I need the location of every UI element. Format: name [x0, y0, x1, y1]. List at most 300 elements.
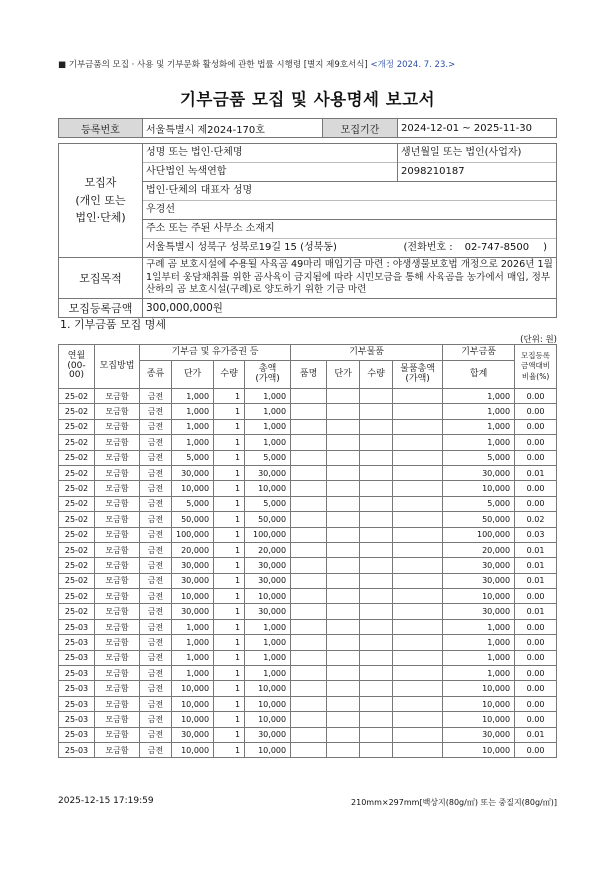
cell-sum: 1,000 — [443, 389, 515, 404]
cell-goods-total — [393, 496, 443, 511]
cell-kind: 금전 — [140, 542, 172, 557]
cell-goods-total — [393, 727, 443, 742]
cell-sum: 50,000 — [443, 512, 515, 527]
cell-total: 1,000 — [245, 666, 291, 681]
cell-month: 25-03 — [59, 727, 95, 742]
table-row — [59, 512, 557, 527]
collector-name: 사단법인 녹색연합 — [146, 166, 227, 177]
cell-goods-name — [291, 542, 327, 557]
col-price: 단가 — [172, 361, 214, 389]
col-goods-total: 물품총액 (가액) — [393, 361, 443, 389]
cell-kind: 금전 — [140, 681, 172, 696]
cell-method: 모금함 — [95, 558, 140, 573]
cell-qty: 1 — [214, 681, 245, 696]
cell-qty: 1 — [214, 527, 245, 542]
cell-method: 모금함 — [95, 527, 140, 542]
cell-goods-name — [291, 742, 327, 757]
cell-ratio: 0.01 — [515, 542, 557, 557]
cell-sum: 10,000 — [443, 589, 515, 604]
cell-price: 30,000 — [172, 573, 214, 588]
table-row — [59, 527, 557, 542]
cell-method: 모금함 — [95, 419, 140, 434]
cell-sum: 1,000 — [443, 404, 515, 419]
cell-qty: 1 — [214, 650, 245, 665]
cell-goods-qty — [360, 681, 393, 696]
cell-goods-name — [291, 465, 327, 480]
cell-ratio: 0.00 — [515, 681, 557, 696]
cell-kind: 금전 — [140, 404, 172, 419]
cell-method: 모금함 — [95, 681, 140, 696]
cell-method: 모금함 — [95, 450, 140, 465]
cell-sum: 1,000 — [443, 666, 515, 681]
cell-price: 1,000 — [172, 404, 214, 419]
cell-total: 10,000 — [245, 712, 291, 727]
table-row — [59, 465, 557, 480]
cell-goods-price — [327, 558, 360, 573]
cell-goods-total — [393, 527, 443, 542]
cell-qty: 1 — [214, 542, 245, 557]
cell-goods-qty — [360, 573, 393, 588]
cell-month: 25-02 — [59, 419, 95, 434]
cell-method: 모금함 — [95, 573, 140, 588]
cell-sum: 10,000 — [443, 742, 515, 757]
cell-total: 20,000 — [245, 542, 291, 557]
cell-goods-qty — [360, 650, 393, 665]
cell-goods-name — [291, 619, 327, 634]
cell-total: 5,000 — [245, 450, 291, 465]
cell-total: 1,000 — [245, 635, 291, 650]
cell-ratio: 0.00 — [515, 481, 557, 496]
representative-name: 우경선 — [146, 204, 175, 215]
cell-qty: 1 — [214, 512, 245, 527]
cell-total: 1,000 — [245, 419, 291, 434]
cell-sum: 30,000 — [443, 465, 515, 480]
cell-ratio: 0.00 — [515, 650, 557, 665]
cell-sum: 100,000 — [443, 527, 515, 542]
cell-method: 모금함 — [95, 389, 140, 404]
address-label: 주소 또는 주된 사무소 소재지 — [143, 220, 556, 239]
cell-goods-qty — [360, 712, 393, 727]
cell-goods-qty — [360, 558, 393, 573]
cell-goods-total — [393, 435, 443, 450]
collector-birth-label: 생년월일 또는 법인(사업자) — [398, 144, 556, 163]
cell-qty: 1 — [214, 635, 245, 650]
cell-sum: 30,000 — [443, 558, 515, 573]
table-row — [59, 619, 557, 634]
cell-price: 5,000 — [172, 450, 214, 465]
table-row — [59, 496, 557, 511]
cell-qty: 1 — [214, 696, 245, 711]
cell-goods-total — [393, 481, 443, 496]
table-row — [59, 450, 557, 465]
table-row — [59, 481, 557, 496]
table-row — [59, 542, 557, 557]
phone-close: ) — [543, 242, 547, 253]
cell-month: 25-03 — [59, 681, 95, 696]
cell-kind: 금전 — [140, 558, 172, 573]
cell-sum: 10,000 — [443, 696, 515, 711]
cell-kind: 금전 — [140, 589, 172, 604]
cell-month: 25-03 — [59, 635, 95, 650]
cell-goods-qty — [360, 527, 393, 542]
cell-method: 모금함 — [95, 481, 140, 496]
cell-month: 25-02 — [59, 404, 95, 419]
cell-goods-price — [327, 696, 360, 711]
cell-method: 모금함 — [95, 512, 140, 527]
table-row — [59, 681, 557, 696]
cell-ratio: 0.00 — [515, 389, 557, 404]
cell-goods-price — [327, 404, 360, 419]
cell-goods-qty — [360, 696, 393, 711]
table-row — [59, 419, 557, 434]
cell-month: 25-02 — [59, 389, 95, 404]
cell-goods-price — [327, 635, 360, 650]
collector-birth-cell — [398, 144, 557, 182]
col-goods-name: 품명 — [291, 361, 327, 389]
cell-goods-price — [327, 389, 360, 404]
cell-goods-qty — [360, 435, 393, 450]
registration-table — [58, 118, 557, 318]
cell-kind: 금전 — [140, 619, 172, 634]
cell-price: 5,000 — [172, 496, 214, 511]
donation-rows — [59, 389, 557, 758]
cell-kind: 금전 — [140, 450, 172, 465]
cell-goods-total — [393, 635, 443, 650]
cell-method: 모금함 — [95, 742, 140, 757]
cell-goods-price — [327, 742, 360, 757]
cell-total: 30,000 — [245, 573, 291, 588]
cell-method: 모금함 — [95, 404, 140, 419]
cell-goods-price — [327, 527, 360, 542]
cell-goods-total — [393, 619, 443, 634]
purpose-text: 구례 곰 보호시설에 수용될 사육곰 49마리 매입기금 마련 : 야생생물보호법 개정으로 2026년 1월 1일부터 웅담채취를 위한 곰사육이 금지됨에 따라 시민모금을 통해 사육곰을 농가에서 매입, 정부 산하의 곰 보호시설(구례)로 양도하기 위한 기금 마련 — [143, 258, 557, 299]
cell-total: 100,000 — [245, 527, 291, 542]
cell-goods-total — [393, 419, 443, 434]
cell-kind: 금전 — [140, 496, 172, 511]
cell-total: 10,000 — [245, 696, 291, 711]
cell-goods-qty — [360, 512, 393, 527]
period-label: 모집기간 — [323, 119, 398, 138]
collector-name-label: 성명 또는 법인·단체명 — [143, 144, 397, 163]
col-qty: 수량 — [214, 361, 245, 389]
cell-month: 25-02 — [59, 558, 95, 573]
col-ratio: 모집등록 금액대비 비율(%) — [515, 345, 557, 389]
cell-sum: 10,000 — [443, 681, 515, 696]
cell-qty: 1 — [214, 435, 245, 450]
representative-label: 법인·단체의 대표자 성명 — [143, 182, 556, 201]
cell-month: 25-02 — [59, 481, 95, 496]
cell-goods-name — [291, 389, 327, 404]
cell-ratio: 0.01 — [515, 604, 557, 619]
cell-total: 10,000 — [245, 681, 291, 696]
cell-price: 1,000 — [172, 619, 214, 634]
cell-goods-total — [393, 512, 443, 527]
cell-qty: 1 — [214, 481, 245, 496]
cell-ratio: 0.00 — [515, 712, 557, 727]
cell-goods-price — [327, 496, 360, 511]
cell-price: 100,000 — [172, 527, 214, 542]
address-value: 서울특별시 성북구 성북로19길 15 (성북동) — [146, 242, 337, 253]
cell-sum: 20,000 — [443, 542, 515, 557]
cell-sum: 1,000 — [443, 650, 515, 665]
cell-kind: 금전 — [140, 481, 172, 496]
cell-method: 모금함 — [95, 435, 140, 450]
cell-goods-total — [393, 573, 443, 588]
cell-goods-name — [291, 435, 327, 450]
cell-ratio: 0.00 — [515, 589, 557, 604]
cell-goods-name — [291, 527, 327, 542]
cell-goods-total — [393, 604, 443, 619]
cell-qty: 1 — [214, 558, 245, 573]
cell-qty: 1 — [214, 619, 245, 634]
cell-qty: 1 — [214, 727, 245, 742]
cell-total: 10,000 — [245, 589, 291, 604]
footer-timestamp: 2025-12-15 17:19:59 — [58, 796, 154, 806]
cell-kind: 금전 — [140, 742, 172, 757]
cell-goods-qty — [360, 419, 393, 434]
cell-goods-price — [327, 681, 360, 696]
cell-goods-total — [393, 666, 443, 681]
cell-ratio: 0.00 — [515, 419, 557, 434]
cell-total: 30,000 — [245, 727, 291, 742]
cell-goods-price — [327, 481, 360, 496]
table-row — [59, 589, 557, 604]
cell-goods-qty — [360, 542, 393, 557]
cell-goods-total — [393, 465, 443, 480]
cell-price: 1,000 — [172, 419, 214, 434]
cell-goods-price — [327, 419, 360, 434]
cell-method: 모금함 — [95, 496, 140, 511]
table-row — [59, 573, 557, 588]
cell-goods-qty — [360, 450, 393, 465]
table-row — [59, 650, 557, 665]
cell-goods-price — [327, 666, 360, 681]
cell-sum: 30,000 — [443, 573, 515, 588]
cell-price: 30,000 — [172, 465, 214, 480]
address-line — [143, 239, 556, 257]
cell-goods-total — [393, 712, 443, 727]
cell-method: 모금함 — [95, 712, 140, 727]
cell-ratio: 0.01 — [515, 558, 557, 573]
cell-qty: 1 — [214, 404, 245, 419]
col-goods-qty: 수량 — [360, 361, 393, 389]
cell-ratio: 0.02 — [515, 512, 557, 527]
cell-price: 1,000 — [172, 666, 214, 681]
cell-kind: 금전 — [140, 465, 172, 480]
cell-sum: 10,000 — [443, 481, 515, 496]
table-row — [59, 435, 557, 450]
cell-kind: 금전 — [140, 573, 172, 588]
cell-month: 25-02 — [59, 573, 95, 588]
cell-goods-total — [393, 389, 443, 404]
cell-method: 모금함 — [95, 635, 140, 650]
cell-kind: 금전 — [140, 635, 172, 650]
cell-qty: 1 — [214, 419, 245, 434]
footer-paper-spec: 210mm×297mm[백상지(80g/㎡) 또는 중질지(80g/㎡)] — [351, 798, 557, 807]
table-row — [59, 742, 557, 757]
cell-goods-total — [393, 404, 443, 419]
cell-goods-name — [291, 635, 327, 650]
table-row — [59, 558, 557, 573]
cell-method: 모금함 — [95, 619, 140, 634]
table-row — [59, 604, 557, 619]
cell-goods-price — [327, 450, 360, 465]
cell-month: 25-02 — [59, 604, 95, 619]
cell-goods-name — [291, 604, 327, 619]
cell-goods-qty — [360, 496, 393, 511]
cell-goods-qty — [360, 481, 393, 496]
cell-price: 10,000 — [172, 712, 214, 727]
cell-total: 1,000 — [245, 619, 291, 634]
table-row — [59, 666, 557, 681]
cell-kind: 금전 — [140, 512, 172, 527]
cell-price: 10,000 — [172, 742, 214, 757]
cell-month: 25-02 — [59, 542, 95, 557]
cell-total: 30,000 — [245, 465, 291, 480]
col-group-money: 기부금 및 유가증권 등 — [140, 345, 291, 361]
cell-goods-total — [393, 558, 443, 573]
cell-month: 25-02 — [59, 496, 95, 511]
cell-goods-total — [393, 450, 443, 465]
cell-sum: 1,000 — [443, 635, 515, 650]
cell-goods-price — [327, 542, 360, 557]
cell-kind: 금전 — [140, 389, 172, 404]
cell-kind: 금전 — [140, 712, 172, 727]
cell-qty: 1 — [214, 604, 245, 619]
cell-goods-qty — [360, 389, 393, 404]
cell-goods-total — [393, 589, 443, 604]
cell-qty: 1 — [214, 465, 245, 480]
cell-goods-name — [291, 512, 327, 527]
cell-price: 10,000 — [172, 681, 214, 696]
cell-month: 25-02 — [59, 512, 95, 527]
cell-goods-total — [393, 650, 443, 665]
cell-sum: 1,000 — [443, 419, 515, 434]
cell-qty: 1 — [214, 712, 245, 727]
cell-kind: 금전 — [140, 435, 172, 450]
cell-kind: 금전 — [140, 604, 172, 619]
cell-goods-price — [327, 604, 360, 619]
cell-goods-name — [291, 450, 327, 465]
cell-goods-total — [393, 542, 443, 557]
representative-cell — [143, 182, 557, 220]
cell-month: 25-03 — [59, 619, 95, 634]
col-group-goods: 기부물품 — [291, 345, 443, 361]
cell-ratio: 0.00 — [515, 742, 557, 757]
registration-number: 서울특별시 제2024-170호 — [143, 119, 323, 138]
revision-date: <개정 2024. 7. 23.> — [370, 60, 456, 70]
cell-goods-price — [327, 589, 360, 604]
goal-amount: 300,000,000원 — [143, 298, 557, 317]
cell-ratio: 0.01 — [515, 573, 557, 588]
cell-month: 25-03 — [59, 650, 95, 665]
col-group-sum: 기부금품 — [443, 345, 515, 361]
cell-goods-total — [393, 681, 443, 696]
cell-goods-qty — [360, 465, 393, 480]
collector-birth: 2098210187 — [401, 166, 465, 177]
cell-qty: 1 — [214, 496, 245, 511]
cell-price: 1,000 — [172, 389, 214, 404]
cell-qty: 1 — [214, 389, 245, 404]
address-cell — [143, 220, 557, 258]
cell-goods-qty — [360, 604, 393, 619]
cell-ratio: 0.00 — [515, 635, 557, 650]
table-row — [59, 712, 557, 727]
cell-total: 10,000 — [245, 481, 291, 496]
cell-ratio: 0.00 — [515, 496, 557, 511]
phone-label: (전화번호 : — [403, 242, 453, 253]
cell-total: 1,000 — [245, 389, 291, 404]
table-row — [59, 727, 557, 742]
col-goods-price: 단가 — [327, 361, 360, 389]
cell-sum: 30,000 — [443, 604, 515, 619]
col-method: 모집방법 — [95, 345, 140, 389]
col-total: 총액 (가액) — [245, 361, 291, 389]
cell-goods-qty — [360, 666, 393, 681]
cell-goods-price — [327, 512, 360, 527]
table-row — [59, 404, 557, 419]
cell-goods-qty — [360, 727, 393, 742]
table-row — [59, 389, 557, 404]
cell-goods-name — [291, 481, 327, 496]
cell-sum: 5,000 — [443, 496, 515, 511]
col-sum: 합계 — [443, 361, 515, 389]
cell-goods-name — [291, 558, 327, 573]
cell-month: 25-03 — [59, 712, 95, 727]
cell-month: 25-02 — [59, 527, 95, 542]
cell-price: 50,000 — [172, 512, 214, 527]
cell-month: 25-03 — [59, 666, 95, 681]
cell-price: 10,000 — [172, 589, 214, 604]
page-title: 기부금품 모집 및 사용명세 보고서 — [179, 90, 436, 109]
cell-goods-price — [327, 727, 360, 742]
cell-method: 모금함 — [95, 727, 140, 742]
cell-ratio: 0.03 — [515, 527, 557, 542]
cell-method: 모금함 — [95, 465, 140, 480]
cell-month: 25-03 — [59, 742, 95, 757]
cell-price: 30,000 — [172, 727, 214, 742]
donation-list-table — [58, 344, 557, 758]
col-kind: 종류 — [140, 361, 172, 389]
cell-ratio: 0.00 — [515, 666, 557, 681]
cell-method: 모금함 — [95, 666, 140, 681]
cell-goods-price — [327, 650, 360, 665]
cell-qty: 1 — [214, 450, 245, 465]
cell-goods-qty — [360, 404, 393, 419]
collector-name-cell — [143, 144, 398, 182]
cell-goods-price — [327, 619, 360, 634]
cell-month: 25-02 — [59, 465, 95, 480]
collector-label: 모집자 (개인 또는 법인·단체) — [59, 144, 143, 258]
table-row — [59, 635, 557, 650]
cell-goods-name — [291, 650, 327, 665]
cell-total: 5,000 — [245, 496, 291, 511]
goal-amount-label: 모집등록금액 — [59, 298, 143, 317]
cell-goods-total — [393, 742, 443, 757]
cell-goods-name — [291, 419, 327, 434]
cell-kind: 금전 — [140, 650, 172, 665]
cell-sum: 5,000 — [443, 450, 515, 465]
cell-price: 10,000 — [172, 481, 214, 496]
cell-price: 30,000 — [172, 604, 214, 619]
cell-total: 30,000 — [245, 604, 291, 619]
cell-goods-name — [291, 589, 327, 604]
cell-kind: 금전 — [140, 666, 172, 681]
cell-goods-name — [291, 404, 327, 419]
unit-label: (단위: 원) — [520, 335, 557, 345]
cell-goods-qty — [360, 742, 393, 757]
cell-method: 모금함 — [95, 542, 140, 557]
